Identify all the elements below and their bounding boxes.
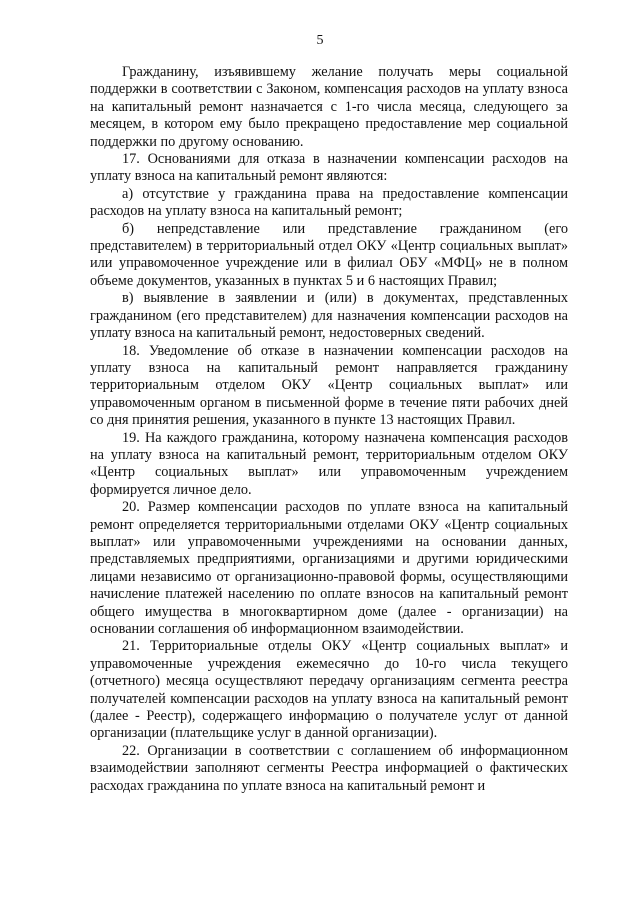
paragraph-17: 17. Основаниями для отказа в назначении компенсации расходов на уплату взноса на капитальный ремонт являются:: [90, 151, 568, 185]
paragraph-intro: Гражданину, изъявившему желание получать меры социальной поддержки в соответствии с Законом, компенсация расходов на уплату взноса на капитальный ремонт назначается с 1-го числа месяца, следующего за месяцем, в котором ему было прекращено предоставление мер социальной поддержки по другому основанию.: [90, 64, 568, 150]
paragraph-22: 22. Организации в соответствии с соглашением об информационном взаимодействии заполняют сегменты Реестра информацией о фактических расходах гражданина по уплате взноса на капитальный ремонт и: [90, 742, 568, 794]
paragraph-20: 20. Размер компенсации расходов по уплате взноса на капитальный ремонт определяется территориальными отделами ОКУ «Центр социальных выплат» или управомоченными учреждениями на основании данных, представляемых предприятиями, организациями и другими юридическими лицами независимо от организационно-правовой формы, осуществляющими начисление платежей населению по оплате взносов на капитальный ремонт общего имущества в многоквартирном доме (далее - организации) на основании соглашения об информационном взаимодействии.: [90, 499, 568, 637]
document-body: [90, 64, 568, 795]
paragraph-17a: а) отсутствие у гражданина права на предоставление компенсации расходов на уплату взноса на капитальный ремонт;: [90, 185, 568, 220]
paragraph-21: 21. Территориальные отделы ОКУ «Центр социальных выплат» и управомоченные учреждения ежемесячно до 10-го числа текущего (отчетного) месяца осуществляют передачу организациям сегмента реестра получателей компенсации расходов на уплату взноса на капитальный ремонт (далее - Реестр), содержащего информацию о получателе услуг от данной организации (плательщике услуг в данной организации).: [90, 638, 568, 742]
paragraph-18: 18. Уведомление об отказе в назначении компенсации расходов на уплату взноса на капитальный ремонт направляется гражданину территориальным отделом ОКУ «Центр социальных выплат» или управомоченным органом в письменной форме в течение пяти рабочих дней со дня принятия решения, указанного в пункте 13 настоящих Правил.: [90, 342, 568, 429]
paragraph-17b: б) непредставление или представление гражданином (его представителем) в территориальный отдел ОКУ «Центр социальных выплат» или управомоченное учреждение или в филиал ОБУ «МФЦ» не в полном объеме документов, указанных в пунктах 5 и 6 настоящих Правил;: [90, 220, 568, 289]
paragraph-19: 19. На каждого гражданина, которому назначена компенсация расходов на уплату взноса на капитальный ремонт, территориальным отделом ОКУ «Центр социальных выплат» или управомоченным учреждением формируется личное дело.: [90, 429, 568, 498]
page-number: 5: [316, 33, 324, 48]
paragraph-17v: в) выявление в заявлении и (или) в документах, представленных гражданином (его представителем) для назначения компенсации расходов на уплату взноса на капитальный ремонт, недостоверных сведений.: [90, 290, 568, 342]
